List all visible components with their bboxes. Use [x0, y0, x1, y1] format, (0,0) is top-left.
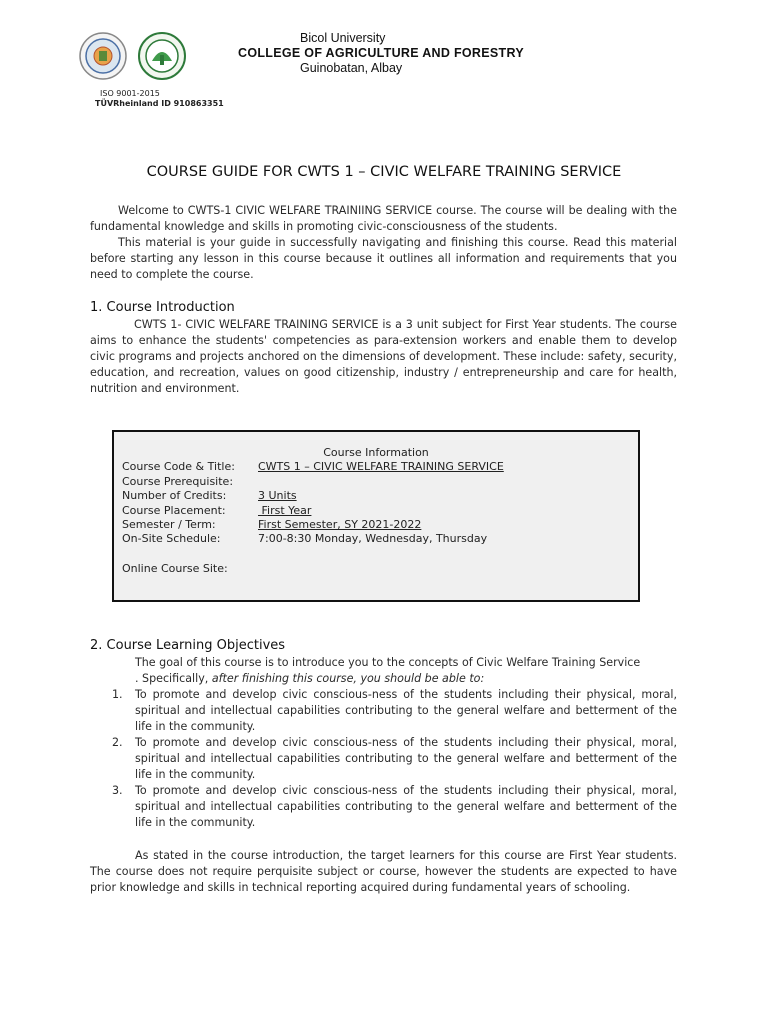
info-label: On-Site Schedule: — [122, 532, 221, 545]
objective-item — [90, 687, 677, 735]
specifically-text: . Specifically, — [135, 672, 212, 685]
guide-paragraph: This material is your guide in successfully navigating and finishing this course. Read this material before starting any lesson in this course because it outlines all information and requirements that you need to complete the course. — [90, 236, 677, 281]
info-value: 3 Units — [258, 489, 297, 502]
objective-text: To promote and develop civic conscious-ness of the students including their physical, moral, spiritual and intellectual capabilities contributing to the general welfare and betterment of the life in the community. — [135, 688, 677, 733]
document-title: COURSE GUIDE FOR CWTS 1 – CIVIC WELFARE TRAINING SERVICE — [146, 164, 622, 180]
section1-heading: 1. Course Introduction — [90, 300, 235, 315]
goal-sentence: The goal of this course is to introduce you to the concepts of Civic Welfare Training Service — [135, 656, 641, 669]
objective-number: 1. — [112, 688, 123, 701]
after-finishing-text: after finishing this course, you should be able to: — [211, 672, 485, 685]
college-seal — [137, 31, 187, 81]
objectives-intro — [135, 655, 680, 687]
info-value: CWTS 1 – CIVIC WELFARE TRAINING SERVICE — [258, 460, 504, 473]
info-label: Semester / Term: — [122, 518, 216, 531]
info-label: Course Placement: — [122, 504, 226, 517]
specifically-line — [135, 671, 680, 687]
objectives-list — [90, 687, 677, 831]
course-information-title: Course Information — [323, 446, 429, 459]
info-value: First Semester, SY 2021-2022 — [258, 518, 422, 531]
info-label: Course Prerequisite: — [122, 475, 234, 488]
objective-number: 3. — [112, 784, 123, 797]
info-value: 7:00-8:30 Monday, Wednesday, Thursday — [258, 532, 488, 545]
university-name: Bicol University — [300, 31, 386, 45]
objective-item — [90, 783, 677, 831]
objective-text: To promote and develop civic conscious-ness of the students including their physical, moral, spiritual and intellectual capabilities contributing to the general welfare and betterment of the life in the community. — [135, 784, 677, 829]
info-value: First Year — [258, 504, 312, 517]
objective-number: 2. — [112, 736, 123, 749]
section2-heading: 2. Course Learning Objectives — [90, 638, 286, 653]
certification-id: TÜVRheinland ID 910863351 — [95, 99, 224, 108]
college-location: Guinobatan, Albay — [300, 61, 403, 75]
course-information-box — [112, 430, 640, 602]
info-label: Online Course Site: — [122, 562, 228, 575]
college-name: COLLEGE OF AGRICULTURE AND FORESTRY — [238, 46, 524, 60]
info-label: Number of Credits: — [122, 489, 227, 502]
objective-text: To promote and develop civic conscious-ness of the students including their physical, moral, spiritual and intellectual capabilities contributing to the general welfare and betterment of the life in the community. — [135, 736, 677, 781]
info-label: Course Code & Title: — [122, 460, 235, 473]
closing-paragraph: As stated in the course introduction, the target learners for this course are First Year students. The course does not require perquisite subject or course, however the students are expected to have prior knowledge and skills in technical reporting acquired during fundamental years of schooling. — [90, 849, 677, 894]
welcome-paragraph: Welcome to CWTS-1 CIVIC WELFARE TRAINIING SERVICE course. The course will be dealing with the fundamental knowledge and skills in promoting civic-consciousness of the students. — [90, 204, 677, 233]
iso-label: ISO 9001-2015 — [100, 89, 160, 98]
bicol-university-seal — [78, 31, 128, 81]
objective-item — [90, 735, 677, 783]
course-introduction-body: CWTS 1- CIVIC WELFARE TRAINING SERVICE is a 3 unit subject for First Year students. The course aims to enhance the students' competencies as para-extension workers and enable them to develop civic programs and projects anchored on the dimensions of development. These include: safety, security, education, and recreation, values on good citizenship, industry / entrepreneurship and care for health, nutrition and environment. — [90, 318, 677, 395]
